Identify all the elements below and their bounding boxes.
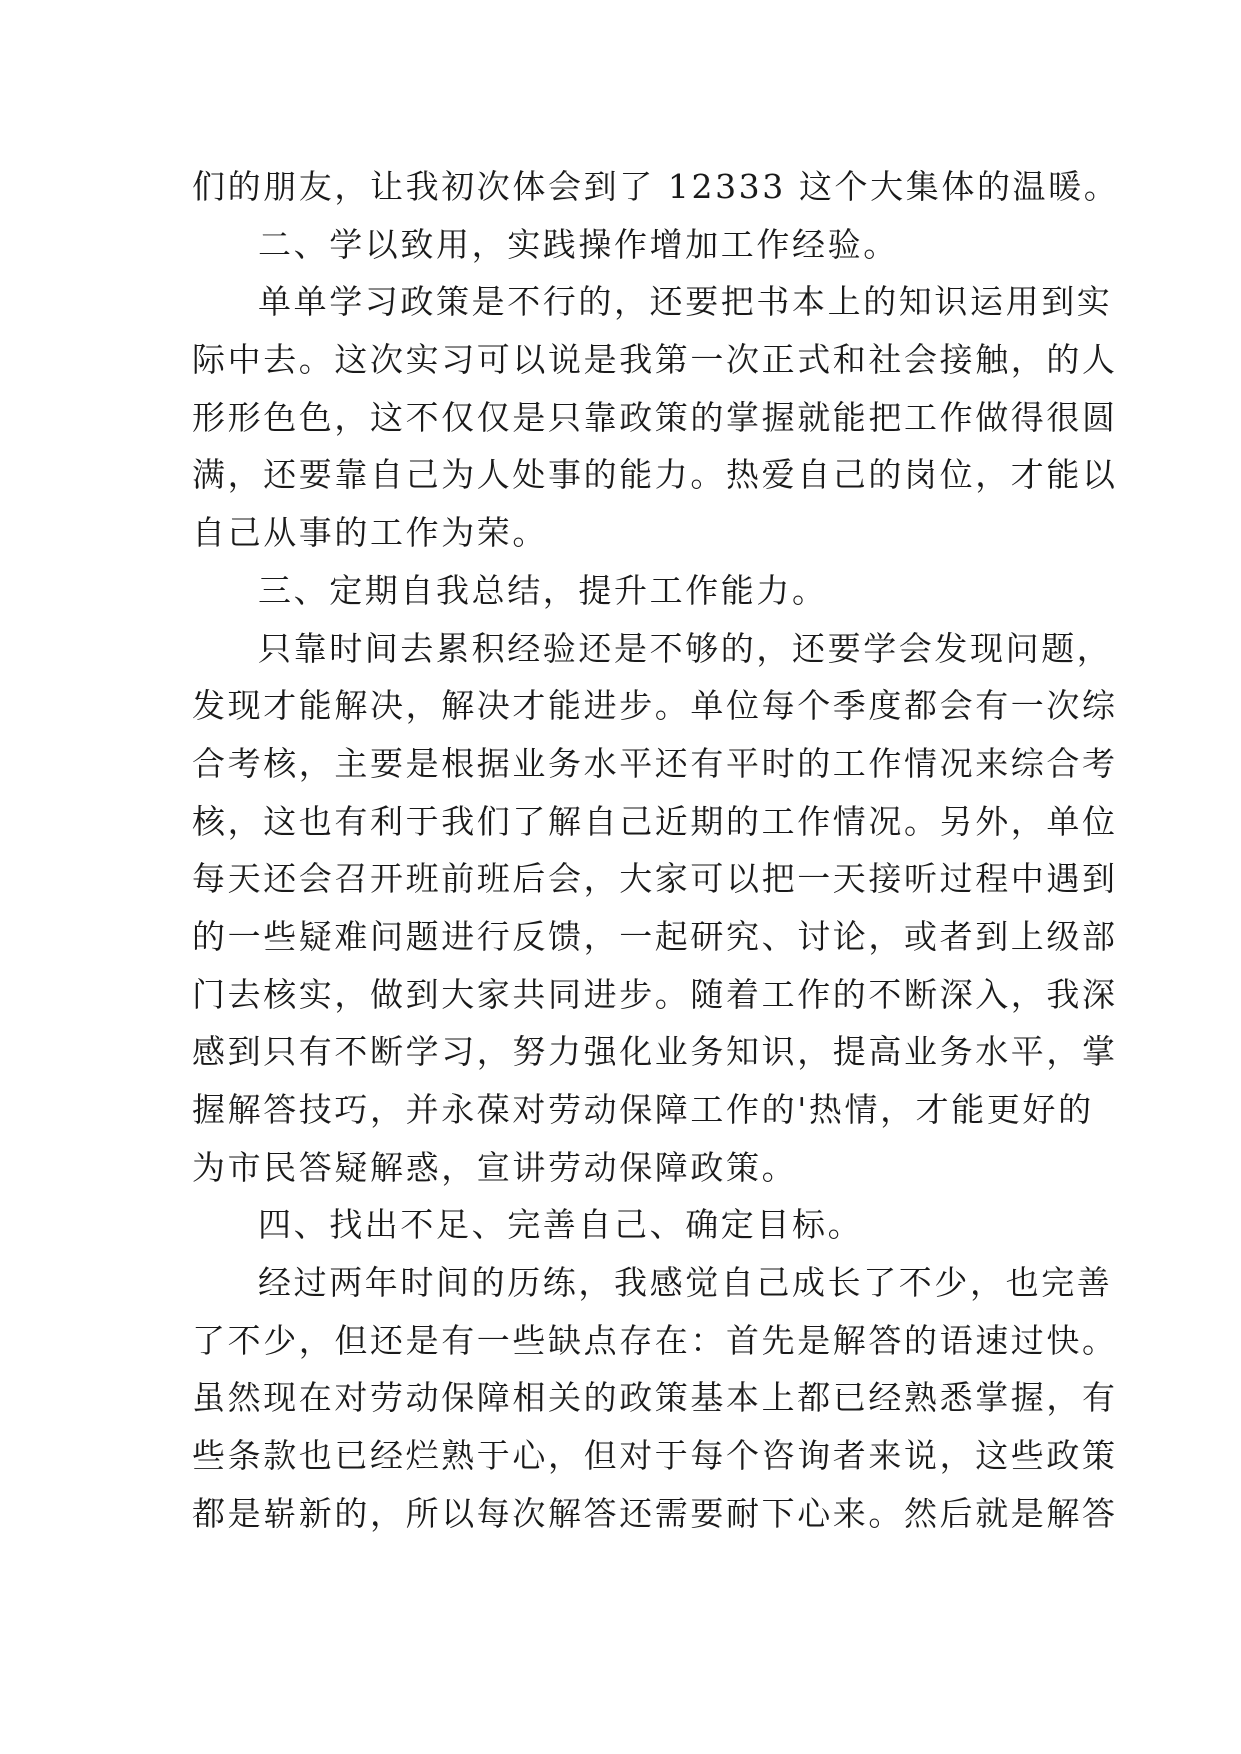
text-line: 自己从事的工作为荣。	[192, 513, 548, 553]
text-line: 握解答技巧，并永葆对劳动保障工作的'热情，才能更好的	[192, 1090, 1094, 1129]
text-line: 些条款也已经烂熟于心，但对于每个咨询者来说，这些政策	[192, 1436, 1118, 1476]
text-line: 经过两年时间的历练，我感觉自己成长了不少，也完善	[258, 1263, 1113, 1303]
text-line: 都是崭新的，所以每次解答还需要耐下心来。然后就是解答	[192, 1493, 1118, 1533]
text-line: 发现才能解决，解决才能进步。单位每个季度都会有一次综	[192, 686, 1118, 726]
text-line: 为市民答疑解惑，宣讲劳动保障政策。	[192, 1147, 798, 1187]
text-line: 形形色色，这不仅仅是只靠政策的掌握就能把工作做得很圆	[192, 397, 1118, 437]
text-line: 虽然现在对劳动保障相关的政策基本上都已经熟悉掌握，有	[192, 1378, 1118, 1418]
section-heading: 四、找出不足、完善自己、确定目标。	[258, 1205, 864, 1245]
text-line: 合考核，主要是根据业务水平还有平时的工作情况来综合考	[192, 743, 1118, 783]
body-text	[192, 158, 1120, 1543]
text-line: 核，这也有利于我们了解自己近期的工作情况。另外，单位	[192, 801, 1118, 841]
section-heading: 三、定期自我总结，提升工作能力。	[258, 570, 828, 610]
text-line: 了不少，但还是有一些缺点存在：首先是解答的语速过快。	[192, 1320, 1118, 1360]
text-line: 满，还要靠自己为人处事的能力。热爱自己的岗位，才能以	[192, 455, 1118, 495]
text-line: 的一些疑难问题进行反馈，一起研究、讨论，或者到上级部	[192, 916, 1118, 956]
text-line: 感到只有不断学习，努力强化业务知识，提高业务水平，掌	[192, 1032, 1118, 1072]
text-line: 只靠时间去累积经验还是不够的，还要学会发现问题，	[258, 628, 1113, 668]
text-line: 门去核实，做到大家共同进步。随着工作的不断深入，我深	[192, 974, 1118, 1014]
text-line: 们的朋友，让我初次体会到了 12333 这个大集体的温暖。	[192, 167, 1120, 206]
text-line: 每天还会召开班前班后会，大家可以把一天接听过程中遇到	[192, 859, 1118, 899]
text-line: 际中去。这次实习可以说是我第一次正式和社会接触，的人	[192, 340, 1118, 380]
text-line: 单单学习政策是不行的，还要把书本上的知识运用到实	[258, 282, 1113, 322]
section-heading: 二、学以致用，实践操作增加工作经验。	[258, 224, 899, 264]
